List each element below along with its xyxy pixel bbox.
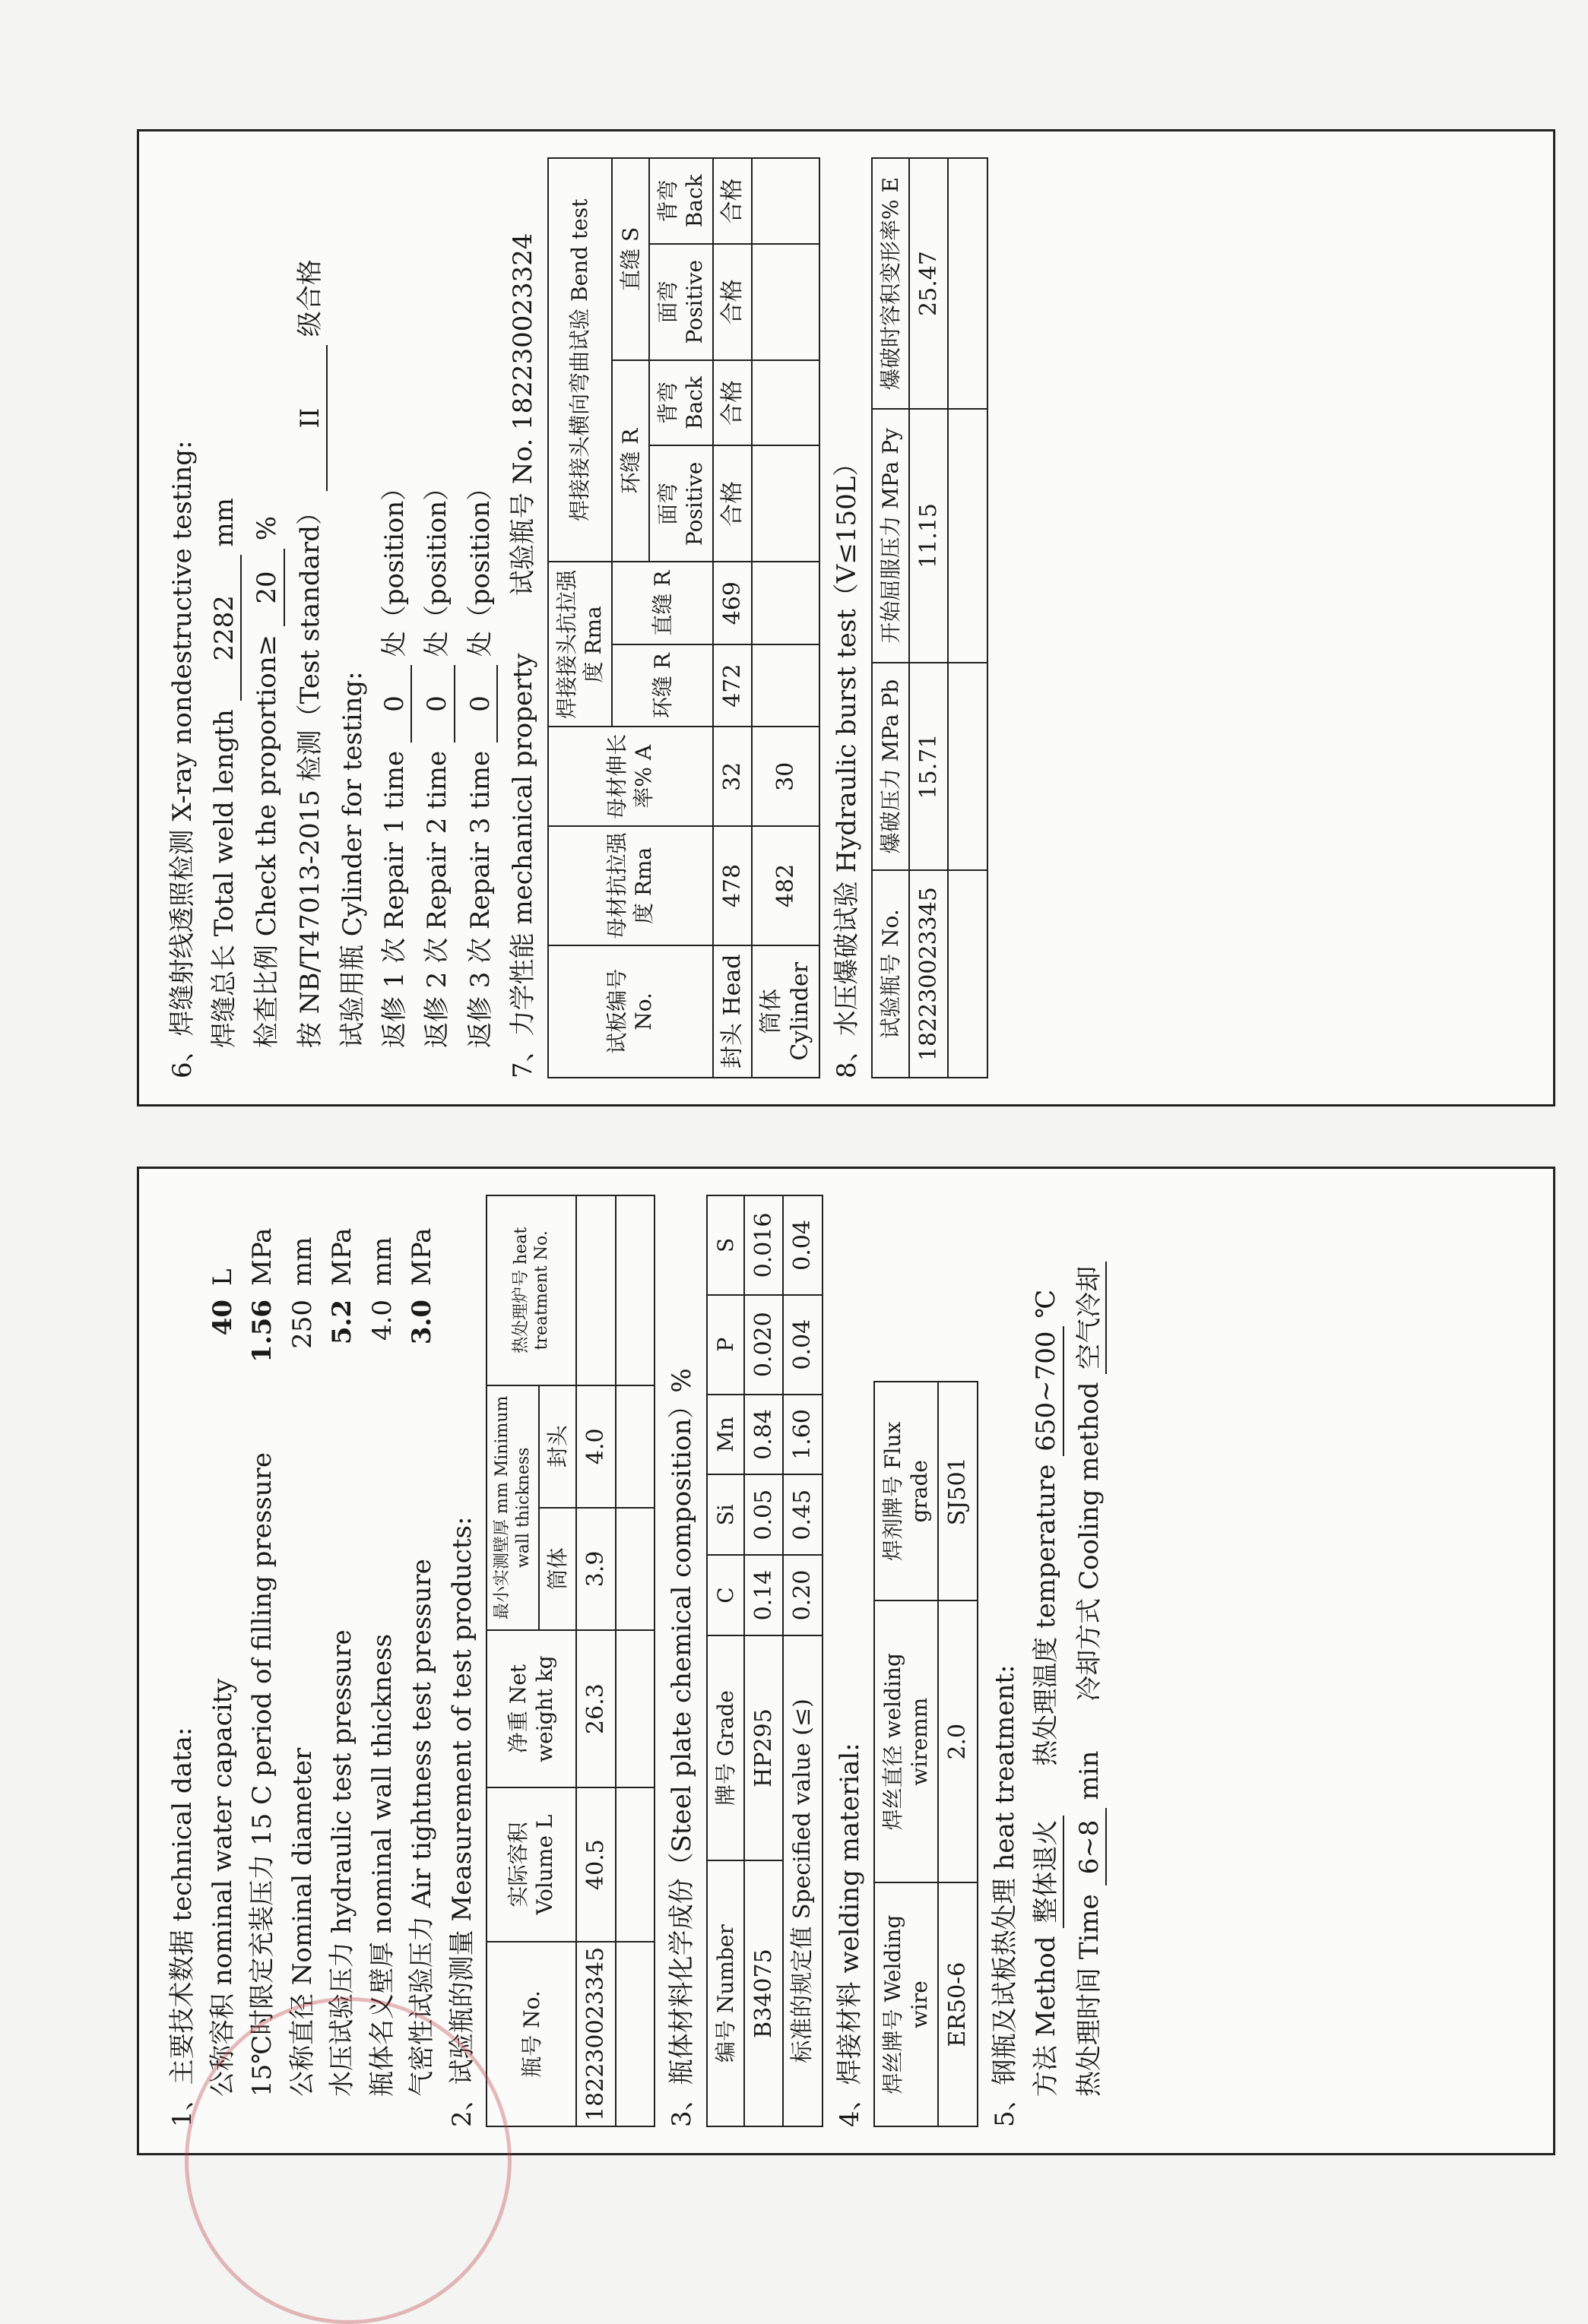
standard-line: 按 NB/T47013-2015 检测（Test standard） II 级合格 bbox=[294, 157, 328, 1048]
section-2-title: 2、试验瓶的测量 Measurement of test products: bbox=[446, 1516, 477, 2127]
section-5-title: 5、钢瓶及试板热处理 heat treatment: bbox=[989, 1664, 1020, 2127]
section-1-title: 1、主要技术数据 technical data: bbox=[167, 1727, 198, 2127]
heat-treatment-line-1: 方法 Method 整体退火 热处理温度 temperature 650~700 ℃ bbox=[1030, 1195, 1064, 2097]
weld-length-line: 焊缝总长 Total weld length 2282 mm bbox=[208, 157, 242, 1048]
repair-line: 返修 3 次 Repair 3 time 0 处（position） bbox=[464, 157, 499, 1048]
section-6-title: 6、焊缝射线透照检测 X-ray nondestructive testing: bbox=[167, 440, 198, 1078]
table-row: 筒体 Cylinder 482 30 bbox=[752, 158, 819, 1078]
tech-row: 15℃时限定充装压力 15 C period of filling pressure 1.56 MPa bbox=[247, 1227, 277, 2097]
tech-row: 水压试验压力 hydraulic test pressure 5.2 MPa bbox=[327, 1227, 357, 2097]
repair-line: 返修 2 次 Repair 2 time 0 处（position） bbox=[421, 157, 455, 1048]
table-row: 182230023345 15.71 11.15 25.47 bbox=[909, 158, 949, 1078]
measurement-table: 瓶号 No. 实际容积 Volume L 净重 Net weight kg 最小实测壁厚 mm Minimum wall thickness 热处理炉号 heat treatment No. 筒体 封头 182230023345 40.5 26.3 3.9 4.0 bbox=[486, 1195, 655, 2127]
tech-row: 公称容积 nominal water capacity 40 L bbox=[207, 1268, 238, 2097]
mechanical-table: 试板编号 No. 母材抗拉强度 Rma 母材伸长率% A 焊接接头抗拉强度 Rma 焊接接头横向弯曲试验 Bend test 环缝 R 直缝 R 环缝 R 直缝 S 面弯 Positive 背弯 Back 面弯 Positive 背弯 Back 封头 Head 478 32 472 469 合格 合格 合格 合格 筒体 Cylinder 482 30 bbox=[547, 157, 821, 1078]
chemical-table: 编号 Number 牌号 Grade C Si Mn P S B34075 HP295 0.14 0.05 0.84 0.020 0.016 标准的规定值 Specified value (≤) 0.20 0.45 1.60 0.04 0.04 bbox=[706, 1195, 823, 2127]
welding-table: 焊丝牌号 Welding wire 焊丝直径 welding wiremm 焊剂牌号 Flux grade ER50-6 2.0 SJ501 bbox=[873, 1381, 978, 2127]
panel-test-results bbox=[137, 129, 1555, 1107]
test-cylinder-number: 试验瓶号 No. 182230023324 bbox=[508, 233, 538, 597]
tech-row: 公称直径 Nominal diameter 250 mm bbox=[287, 1236, 318, 2097]
section-8-title: 8、水压爆破试验 Hydraulic burst test（V≤150L） bbox=[832, 450, 862, 1078]
section-4-title: 4、焊接材料 welding material: bbox=[834, 1743, 865, 2127]
panel-technical-data bbox=[137, 1167, 1555, 2155]
tech-row: 气密性试验压力 Air tightness test pressure 3.0 MPa bbox=[407, 1227, 437, 2097]
stamp-seal bbox=[185, 1997, 512, 2324]
heat-treatment-line-2: 热处理时间 Time 6~8 min 冷却方式 Cooling method 空气冷却 bbox=[1073, 1195, 1108, 2097]
burst-test-table: 试验瓶号 No. 爆破压力 MPa Pb 开始屈服压力 MPa Py 爆破时容积变形率% E 182230023345 15.71 11.15 25.47 bbox=[871, 157, 988, 1078]
table-row: 标准的规定值 Specified value (≤) 0.20 0.45 1.60 0.04 0.04 bbox=[783, 1195, 823, 2126]
table-row: 182230023345 40.5 26.3 3.9 4.0 bbox=[576, 1195, 616, 2126]
table-row: 封头 Head 478 32 472 469 合格 合格 合格 合格 bbox=[713, 158, 753, 1078]
proportion-line: 检查比例 Check the proportion≥ 20 % bbox=[251, 157, 285, 1048]
table-row: B34075 HP295 0.14 0.05 0.84 0.020 0.016 bbox=[744, 1195, 784, 2126]
cylinder-testing-line: 试验用瓶 Cylinder for testing: bbox=[338, 671, 368, 1048]
repair-line: 返修 1 次 Repair 1 time 0 处（position） bbox=[379, 157, 413, 1048]
tech-row: 瓶体名义壁厚 nominal wall thickness 4.0 mm bbox=[366, 1236, 398, 2097]
section-7-title: 7、力学性能 mechanical property 试验瓶号 No. 182230023324 bbox=[508, 233, 538, 1078]
section-3-title: 3、瓶体材料化学成份（Steel plate chemical composition）% bbox=[667, 1368, 697, 2127]
table-row: ER50-6 2.0 SJ501 bbox=[938, 1382, 978, 2126]
